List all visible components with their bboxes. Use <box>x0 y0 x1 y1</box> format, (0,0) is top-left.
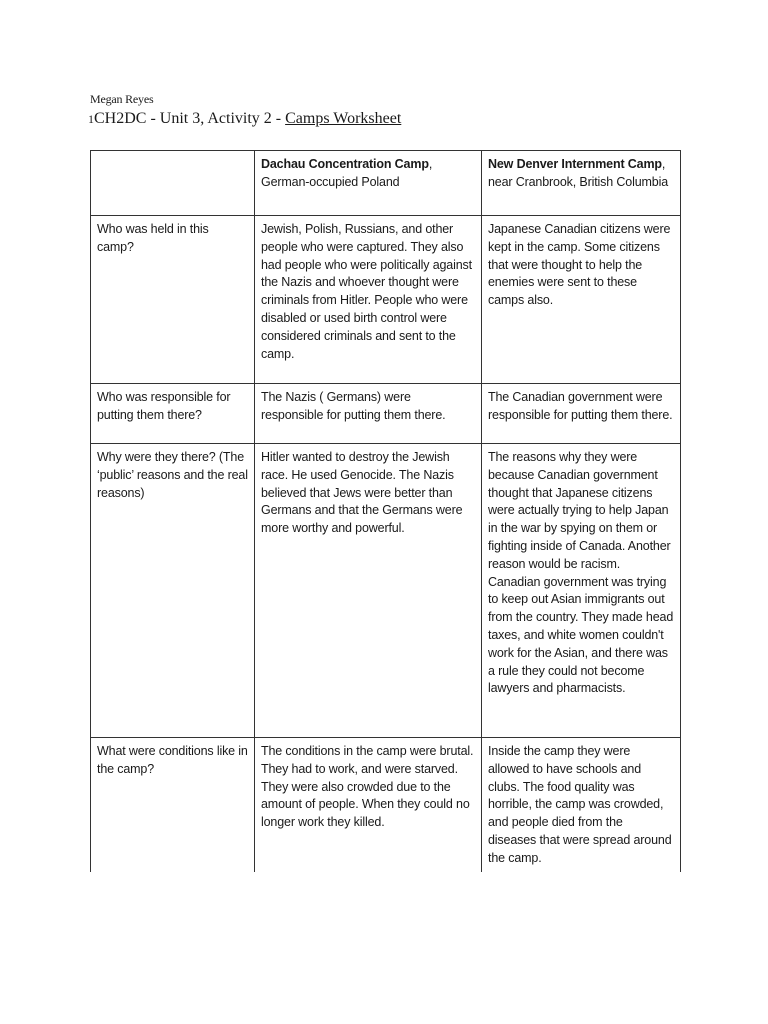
new-denver-answer-cell: Japanese Canadian citizens were kept in the camp. Some citizens that were thought to help the enemies were sent to these camps also. <box>482 216 681 384</box>
table-header-row <box>91 151 681 216</box>
new-denver-camp-location: , near Cranbrook, British Columbia <box>488 157 669 189</box>
dachau-camp-location: , German-occupied Poland <box>261 157 433 189</box>
header-cell-new-denver <box>482 151 681 216</box>
question-cell: Who was held in this camp? <box>91 216 255 384</box>
title-underlined: Camps Worksheet <box>285 110 402 127</box>
dachau-answer-cell: Jewish, Polish, Russians, and other people who were captured. They also had people who were politically against the Nazis and whoever thought were criminals from Hitler. People who were disabled or used birth control were considered criminals and sent to the camp. <box>255 216 482 384</box>
dachau-camp-name: Dachau Concentration Camp <box>261 157 429 171</box>
camps-table <box>90 150 681 872</box>
dachau-answer-cell: The conditions in the camp were brutal. They had to work, and were starved. They were also crowded due to the amount of people. When they could no longer work they killed. <box>255 738 482 872</box>
question-cell: What were conditions like in the camp? <box>91 738 255 872</box>
header-cell-dachau <box>255 151 482 216</box>
table-row <box>91 384 681 444</box>
table-row <box>91 444 681 738</box>
title-prefix: 1 <box>88 112 94 126</box>
dachau-answer-cell: The Nazis ( Germans) were responsible for putting them there. <box>255 384 482 444</box>
table-row <box>91 738 681 872</box>
worksheet-title <box>88 108 401 130</box>
new-denver-answer-cell: The Canadian government were responsible for putting them there. <box>482 384 681 444</box>
dachau-answer-cell: Hitler wanted to destroy the Jewish race. He used Genocide. The Nazis believed that Jews were better than Germans and that the Germans were more worthy and powerful. <box>255 444 482 738</box>
title-main: CH2DC - Unit 3, Activity 2 - <box>94 110 286 127</box>
question-cell: Who was responsible for putting them there? <box>91 384 255 444</box>
question-cell: Why were they there? (The ‘public’ reasons and the real reasons) <box>91 444 255 738</box>
author-name: Megan Reyes <box>90 92 154 106</box>
table-row <box>91 216 681 384</box>
new-denver-answer-cell: Inside the camp they were allowed to have schools and clubs. The food quality was horrible, the camp was crowded, and people died from the diseases that were spread around the camp. <box>482 738 681 872</box>
new-denver-answer-cell: The reasons why they were because Canadian government thought that Japanese citizens were actually trying to help Japan in the war by spying on them or fighting inside of Canada. Another reason would be racism. Canadian government was trying to keep out Asian immigrants out from the country. They made head taxes, and white women couldn't work for the Asian, and there was a rule they could not become lawyers and pharmacists. <box>482 444 681 738</box>
header-cell-empty <box>91 151 255 216</box>
new-denver-camp-name: New Denver Internment Camp <box>488 157 662 171</box>
